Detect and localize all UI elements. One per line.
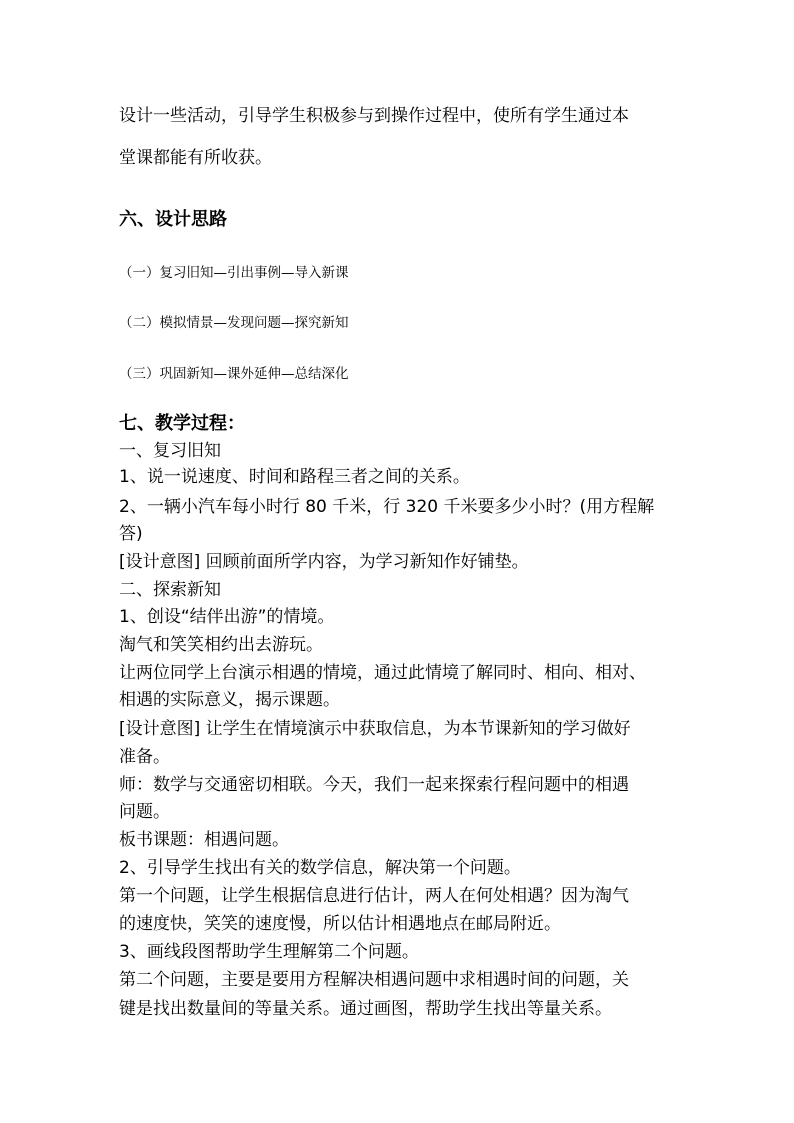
process-line: [设计意图] 让学生在情境演示中获取信息，为本节课新知的学习做好: [119, 719, 631, 739]
process-line: [设计意图] 回顾前面所学内容，为学习新知作好铺垫。: [119, 552, 529, 572]
process-line: 师：数学与交通密切相联。今天，我们一起来探索行程问题中的相遇: [119, 775, 629, 795]
section-7-title: 七、教学过程：: [119, 413, 245, 434]
intro-line-1: 设计一些活动，引导学生积极参与到操作过程中，使所有学生通过本: [119, 106, 629, 126]
process-line: 准备。: [119, 747, 170, 767]
process-line: 键是找出数量间的等量关系。通过画图，帮助学生找出等量关系。: [119, 999, 612, 1019]
process-line: 3、画线段图帮助学生理解第二个问题。: [119, 942, 419, 962]
section-6-title: 六、设计思路: [119, 209, 227, 230]
process-line: 第一个问题，让学生根据信息进行估计，两人在何处相遇？因为淘气: [119, 886, 629, 906]
process-line: 答): [119, 524, 143, 544]
process-line: 相遇的实际意义，揭示课题。: [119, 690, 340, 710]
process-line: 2、引导学生找出有关的数学信息，解决第一个问题。: [119, 858, 521, 878]
process-line: 的速度快，笑笑的速度慢，所以估计相遇地点在邮局附近。: [119, 914, 561, 934]
process-line: 淘气和笑笑相约出去游玩。: [119, 635, 323, 655]
process-line: 2、一辆小汽车每小时行 80 千米，行 320 千米要多少小时？(用方程解: [119, 497, 655, 517]
design-step-3: （三）巩固新知—课外延伸—总结深化: [119, 366, 349, 382]
process-line: 问题。: [119, 802, 170, 822]
process-line: 一、复习旧知: [119, 441, 221, 461]
design-step-1: （一）复习旧知—引出事例—导入新课: [119, 265, 349, 281]
process-line: 让两位同学上台演示相遇的情境，通过此情境了解同时、相向、相对、: [119, 663, 646, 683]
process-line: 二、探索新知: [119, 580, 221, 600]
process-line: 第二个问题，主要是要用方程解决相遇问题中求相遇时间的问题，关: [119, 970, 629, 990]
design-step-2: （二）模拟情景—发现问题—探究新知: [119, 315, 349, 331]
process-line: 1、说一说速度、时间和路程三者之间的关系。: [119, 467, 470, 487]
process-line: 1、创设“结伴出游”的情境。: [119, 607, 335, 627]
intro-line-2: 堂课都能有所收获。: [119, 148, 272, 168]
process-line: 板书课题：相遇问题。: [119, 830, 289, 850]
